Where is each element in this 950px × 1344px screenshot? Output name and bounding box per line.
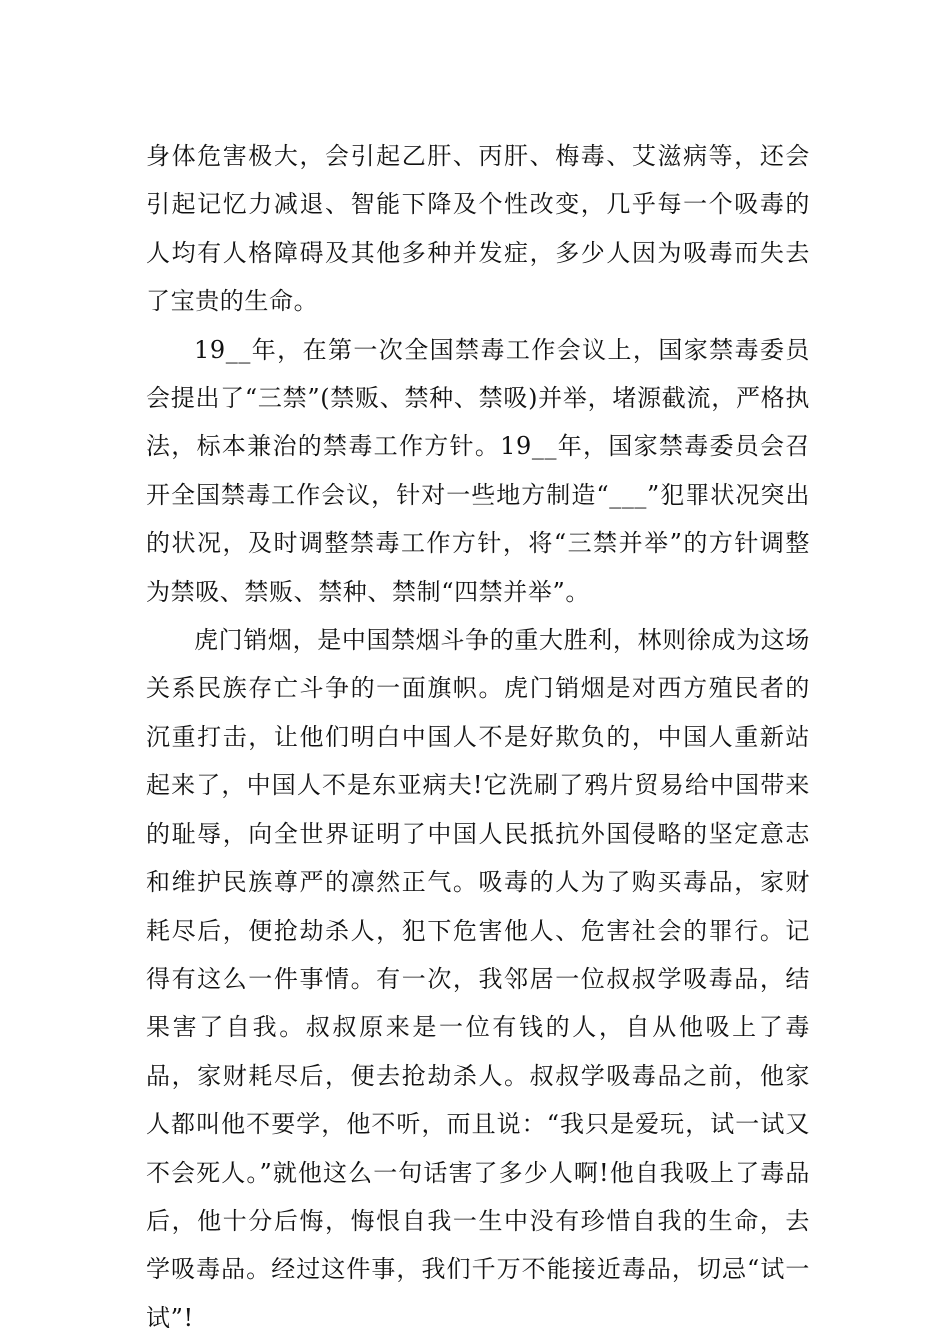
document-body [146,132,810,1342]
paragraph-1: 身体危害极大，会引起乙肝、丙肝、梅毒、艾滋病等，还会引起记忆力减退、智能下降及个性改变，几乎每一个吸毒的人均有人格障碍及其他多种并发症，多少人因为吸毒而失去了宝贵的生命。 [146,142,810,316]
paragraph-2: 19__年，在第一次全国禁毒工作会议上，国家禁毒委员会提出了“三禁”(禁贩、禁种、禁吸)并举，堵源截流，严格执法，标本兼治的禁毒工作方针。19__年，国家禁毒委员会召开全国禁毒工作会议，针对一些地方制造“___”犯罪状况突出的状况，及时调整禁毒工作方针，将“三禁并举”的方针调整为禁吸、禁贩、禁种、禁制“四禁并举”。 [146,335,810,606]
paragraph-3: 虎门销烟，是中国禁烟斗争的重大胜利，林则徐成为这场关系民族存亡斗争的一面旗帜。虎门销烟是对西方殖民者的沉重打击，让他们明白中国人不是好欺负的，中国人重新站起来了，中国人不是东亚病夫!它洗刷了鸦片贸易给中国带来的耻辱，向全世界证明了中国人民抵抗外国侵略的坚定意志和维护民族尊严的凛然正气。吸毒的人为了购买毒品，家财耗尽后，便抢劫杀人，犯下危害他人、危害社会的罪行。记得有这么一件事情。有一次，我邻居一位叔叔学吸毒品，结果害了自我。叔叔原来是一位有钱的人，自从他吸上了毒品，家财耗尽后，便去抢劫杀人。叔叔学吸毒品之前，他家人都叫他不要学，他不听，而且说：“我只是爱玩，试一试又不会死人。”就他这么一句话害了多少人啊!他自我吸上了毒品后，他十分后悔，悔恨自我一生中没有珍惜自我的生命，去学吸毒品。经过这件事，我们千万不能接近毒品，切忌“试一试”! [146,626,810,1332]
